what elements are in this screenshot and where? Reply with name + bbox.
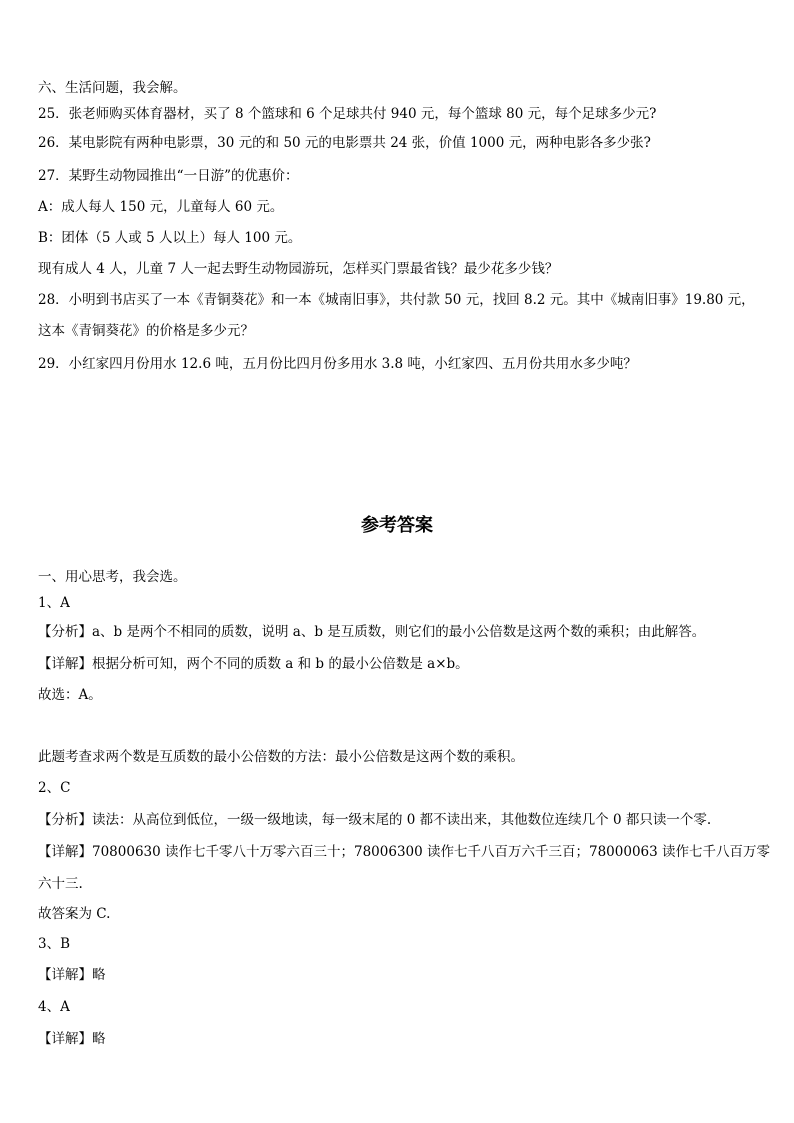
answer-1: 1、A (38, 595, 70, 611)
answer-1-analysis: 【分析】a、b 是两个不相同的质数，说明 a、b 是互质数，则它们的最小公倍数是这两个数的乘积；由此解答。 (38, 624, 706, 640)
question-27-option-b: B：团体（5 人或 5 人以上）每人 100 元。 (38, 230, 302, 246)
answer-1-detail: 【详解】根据分析可知，两个不同的质数 a 和 b 的最小公倍数是 a×b。 (38, 656, 469, 672)
answer-3: 3、B (38, 936, 71, 952)
answer-2-choice: 故答案为 C. (38, 906, 111, 922)
answer-2-detail-line1: 【详解】70800630 读作七千零八十万零六百三十；78006300 读作七千八百万六千三百；78000063 读作七千八百万零 (38, 844, 771, 860)
answer-3-detail: 【详解】略 (38, 967, 106, 983)
answers-section-heading: 一、用心思考，我会选。 (38, 569, 187, 585)
question-29: 29．小红家四月份用水 12.6 吨，五月份比四月份多用水 3.8 吨，小红家四、五月份共用水多少吨？ (38, 356, 637, 372)
answer-2: 2、C (38, 780, 71, 796)
question-25: 25．张老师购买体育器材，买了 8 个篮球和 6 个足球共付 940 元，每个篮球 80 元，每个足球多少元? (38, 106, 657, 122)
question-27-ask: 现有成人 4 人，儿童 7 人一起去野生动物园游玩，怎样买门票最省钱？最少花多少钱？ (38, 261, 559, 277)
question-28-line1: 28．小明到书店买了一本《青铜葵花》和一本《城南旧事》，共付款 50 元，找回 8.2 元。其中《城南旧事》19.80 元， (38, 292, 755, 308)
section-heading: 六、生活问题，我会解。 (38, 80, 187, 96)
question-26: 26．某电影院有两种电影票，30 元的和 50 元的电影票共 24 张，价值 1000 元，两种电影各多少张? (38, 135, 651, 151)
answer-1-note: 此题考查求两个数是互质数的最小公倍数的方法：最小公倍数是这两个数的乘积。 (38, 749, 524, 765)
answer-4: 4、A (38, 999, 70, 1015)
answers-title: 参考答案 (361, 515, 433, 536)
answer-1-choice: 故选：A。 (38, 687, 102, 703)
question-28-line2: 这本《青铜葵花》的价格是多少元？ (38, 323, 254, 339)
answer-2-analysis: 【分析】读法：从高位到低位，一级一级地读，每一级末尾的 0 都不读出来，其他数位连续几个 0 都只读一个零. (38, 812, 712, 828)
answer-2-detail-line2: 六十三. (38, 876, 83, 892)
question-27-option-a: A：成人每人 150 元，儿童每人 60 元。 (38, 199, 284, 215)
question-27: 27．某野生动物园推出“一日游”的优惠价： (38, 168, 299, 184)
answer-4-detail: 【详解】略 (38, 1031, 106, 1047)
